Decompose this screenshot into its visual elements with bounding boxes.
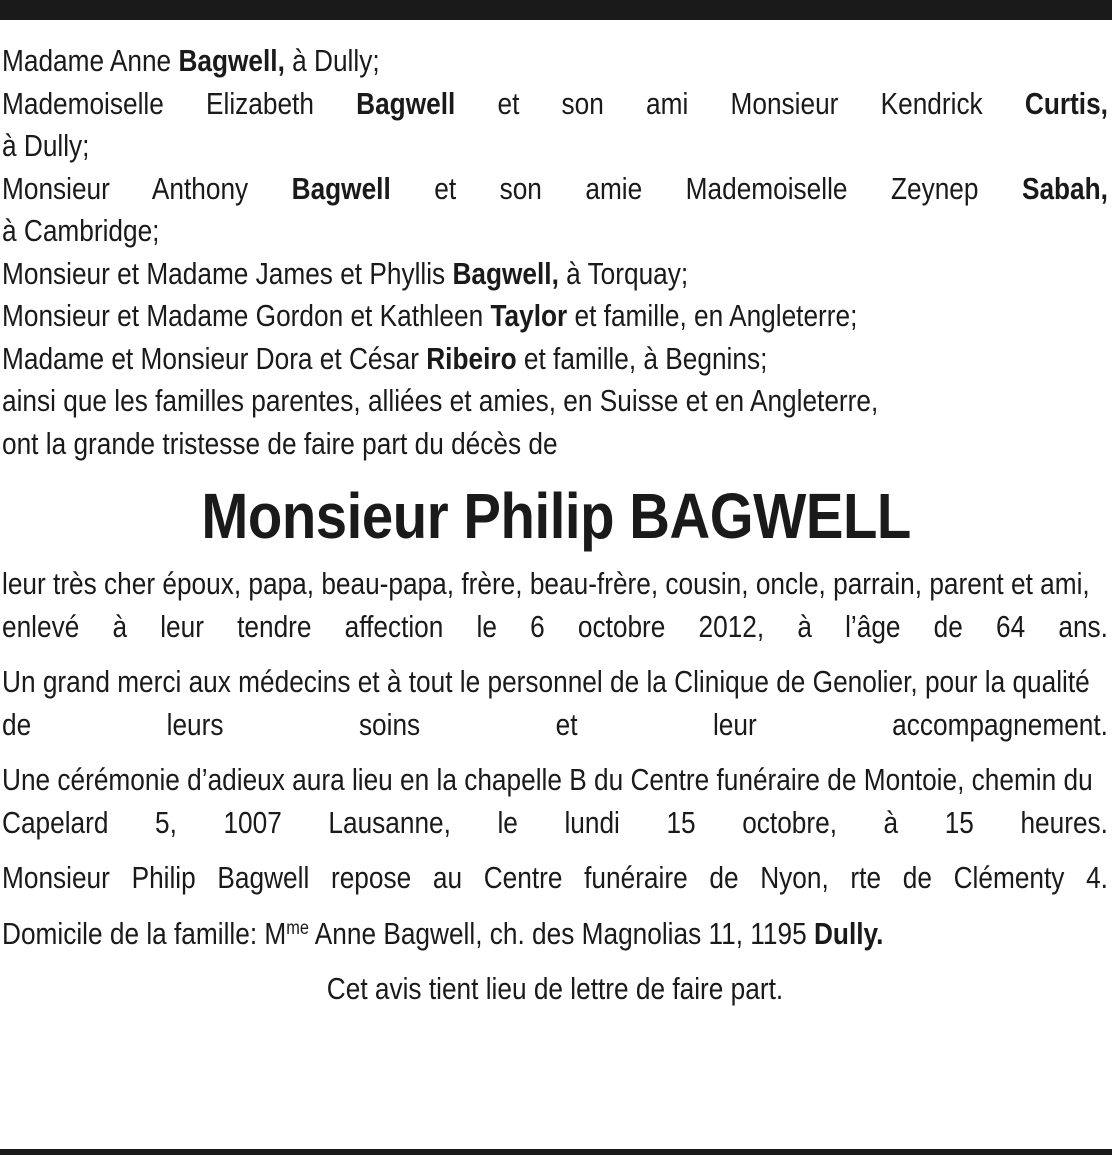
family-line-5: à Cambridge;: [2, 214, 160, 248]
thanks-paragraph: Un grand merci aux médecins et à tout le personnel de la Clinique de Genolier, pour la qualité de leurs soins et leur accompagnement.: [2, 665, 1108, 742]
repose-paragraph: Monsieur Philip Bagwell repose au Centre funéraire de Nyon, rte de Clémenty 4.: [2, 861, 1108, 895]
family-line-7: Monsieur et Madame Gordon et Kathleen Taylor et famille, en Angleterre;: [2, 299, 858, 333]
family-line-2: Mademoiselle Elizabeth Bagwell et son ami Monsieur Kendrick Curtis,: [2, 86, 1108, 121]
ceremony-paragraph: Une cérémonie d’adieux aura lieu en la chapelle B du Centre funéraire de Montoie, chemin du Capelard 5, 1007 Lausanne, le lundi 15 octobre, à 15 heures.: [2, 763, 1108, 840]
top-rule: [0, 0, 1112, 20]
family-line-8: Madame et Monsieur Dora et César Ribeiro et famille, à Begnins;: [2, 341, 768, 376]
family-line-9: ainsi que les familles parentes, alliées et amies, en Suisse et en Angleterre,: [2, 384, 879, 418]
family-line-4: Monsieur Anthony Bagwell et son amie Mademoiselle Zeynep Sabah,: [2, 171, 1108, 206]
family-line-1: Madame Anne Bagwell, à Dully;: [2, 44, 380, 78]
family-domicile: Domicile de la famille: $M^{me}$ Anne Bagwell, ch. des Magnolias 11, 1195 Dully.: [2, 916, 884, 951]
tribute-paragraph: leur très cher époux, papa, beau-papa, frère, beau-frère, cousin, oncle, parrain, parent et ami, enlevé à leur tendre affection le 6 octobre 2012, à l’âge de 64 ans.: [2, 567, 1108, 644]
family-line-3: à Dully;: [2, 129, 90, 163]
family-line-6: Monsieur et Madame James et Phyllis Bagwell, à Torquay;: [2, 256, 689, 291]
notice-body: [2, 563, 1108, 1011]
family-line-10: ont la grande tristesse de faire part du décès de: [2, 426, 558, 461]
bottom-rule: [0, 1149, 1112, 1155]
deceased-name: Monsieur Philip BAGWELL: [201, 480, 911, 552]
closing-line: Cet avis tient lieu de lettre de faire part.: [326, 972, 784, 1006]
family-list: [2, 40, 1108, 465]
